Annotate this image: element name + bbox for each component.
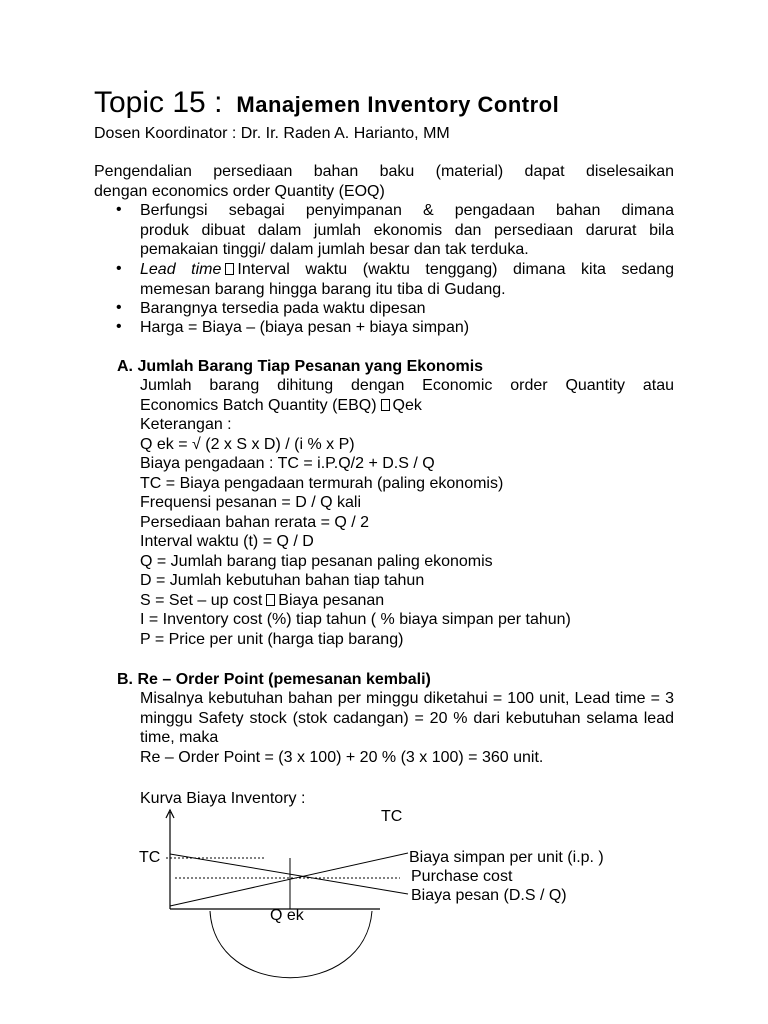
lead-time-definition: Interval waktu (waktu tenggang) dimana kita sedang bbox=[237, 261, 674, 278]
qek-text: Qek bbox=[392, 396, 422, 414]
qek-formula-line: Q ek = √ (2 x S x D) / (i % x P) bbox=[140, 435, 355, 453]
bullet-1-line-1: Berfungsi sebagai penyimpanan & pengadaan bahan dimana bbox=[140, 202, 674, 219]
ordering-cost-label: Biaya pesan (D.S / Q) bbox=[411, 887, 567, 904]
bullet-symbol: • bbox=[116, 260, 122, 277]
section-a-heading: A. Jumlah Barang Tiap Pesanan yang Ekonomis bbox=[117, 358, 484, 375]
section-b-paragraph: Misalnya kebutuhan bahan per minggu diketahui = 100 unit, Lead time = 3 minggu Safety stock (stok cadangan) = 20 % dari kebutuhan selama lead time, maka bbox=[140, 690, 674, 746]
q-definition-line: Q = Jumlah barang tiap pesanan paling ekonomis bbox=[140, 552, 493, 570]
ordering-cost-line bbox=[170, 854, 408, 894]
holding-cost-line bbox=[170, 853, 408, 906]
interval-line: Interval waktu (t) = Q / D bbox=[140, 533, 314, 550]
keterangan-line: Keterangan : bbox=[140, 416, 232, 433]
holding-cost-label: Biaya simpan per unit (i.p. ) bbox=[409, 849, 604, 866]
setup-cost-text: S = Set – up cost bbox=[140, 591, 263, 609]
bullet-symbol: • bbox=[116, 201, 122, 218]
biaya-pesanan-text: Biaya pesanan bbox=[278, 591, 385, 609]
tc-left-label: TC bbox=[139, 849, 161, 866]
bullet-1-line-3: pemakaian tinggi/ dalam jumlah besar dan tak terduka. bbox=[140, 241, 529, 258]
bullet-item-4: Harga = Biaya – (biaya pesan + biaya simpan) bbox=[140, 319, 470, 336]
topic-subject: Manajemen Inventory Control bbox=[236, 92, 560, 117]
coordinator-line: Dosen Koordinator : Dr. Ir. Raden A. Harianto, MM bbox=[94, 125, 450, 142]
tc-definition-line: TC = Biaya pengadaan termurah (paling ekonomis) bbox=[140, 474, 504, 492]
qek-label: Q ek bbox=[270, 907, 304, 924]
frequensi-line: Frequensi pesanan = D / Q kali bbox=[140, 494, 362, 511]
reorder-point-result: Re – Order Point = (3 x 100) + 20 % (3 x 100) = 360 unit. bbox=[140, 749, 544, 766]
intro-line-1: Pengendalian persediaan bahan baku (material) dapat diselesaikan bbox=[94, 163, 674, 180]
section-b-heading: B. Re – Order Point (pemesanan kembali) bbox=[117, 671, 431, 688]
biaya-pengadaan-line: Biaya pengadaan : TC = i.P.Q/2 + D.S / Q bbox=[140, 455, 435, 472]
curve-caption: Kurva Biaya Inventory : bbox=[140, 790, 306, 807]
ebq-text: Economics Batch Quantity (EBQ) bbox=[140, 396, 377, 414]
purchase-cost-label: Purchase cost bbox=[411, 868, 513, 885]
bullet-1-line-2: produk dibuat dalam jumlah ekonomis dan persediaan darurat bila bbox=[140, 221, 674, 239]
bullet-symbol: • bbox=[116, 318, 122, 335]
i-definition-line: I = Inventory cost (%) tiap tahun ( % biaya simpan per tahun) bbox=[140, 611, 571, 628]
topic-number: Topic 15 : bbox=[94, 86, 223, 119]
d-definition-line: D = Jumlah kebutuhan bahan tiap tahun bbox=[140, 572, 425, 589]
tc-top-label: TC bbox=[381, 808, 403, 825]
persediaan-line: Persediaan bahan rerata = Q / 2 bbox=[140, 513, 370, 531]
intro-line-2: dengan economics order Quantity (EOQ) bbox=[94, 182, 385, 200]
p-definition-line: P = Price per unit (harga tiap barang) bbox=[140, 630, 404, 648]
bullet-symbol: • bbox=[116, 299, 122, 316]
lead-time-term: Lead time bbox=[140, 261, 222, 278]
section-a-line-1: Jumlah barang dihitung dengan Economic order Quantity atau bbox=[140, 377, 674, 394]
bullet-2-line-2: memesan barang hingga barang itu tiba di Gudang. bbox=[140, 280, 506, 298]
bullet-item-3: Barangnya tersedia pada waktu dipesan bbox=[140, 300, 426, 317]
